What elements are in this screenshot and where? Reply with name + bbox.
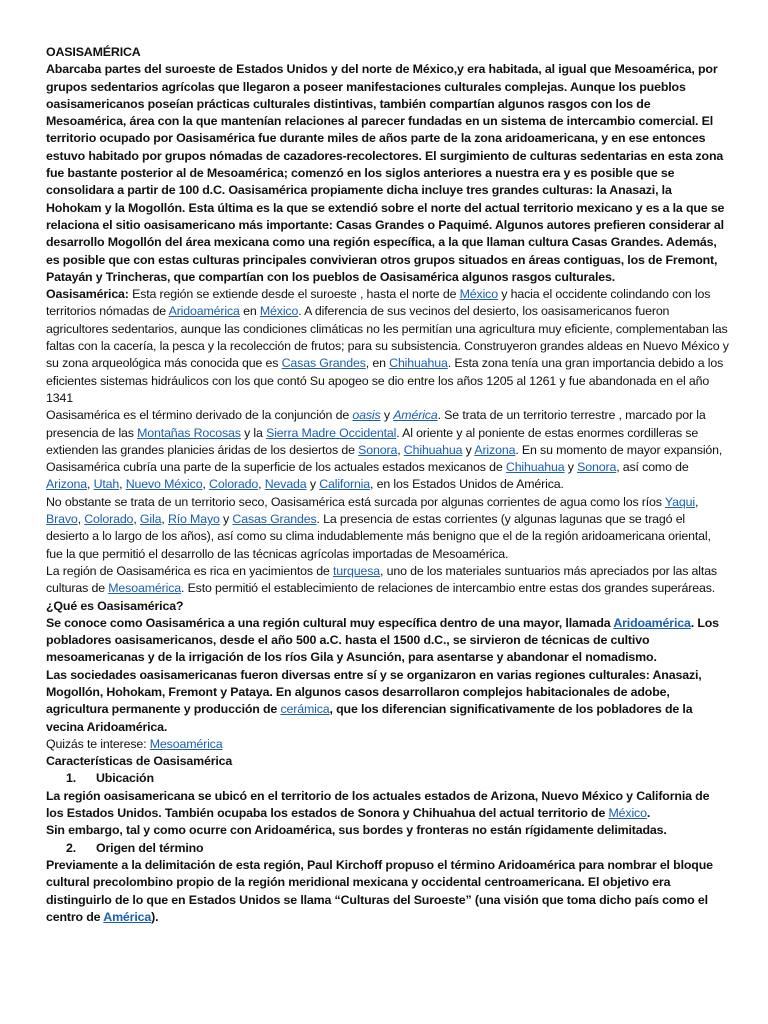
list-title: Ubicación (96, 771, 154, 786)
text: . Se trata de un territorio terrestre , marcado por la presencia de las (46, 408, 706, 440)
text: y (306, 477, 320, 492)
text: . Al oriente y al poniente de estas enormes cordilleras se extienden las grandes planicies áridas de los desiertos de (46, 425, 699, 457)
text: Esta región se extiende desde el suroeste , hasta el norte de (128, 287, 460, 302)
intro-paragraph: Abarcaba partes del suroeste de Estados Unidos y del norte de México,y era habitada, al igual que Mesoamérica, por grupos sedentarios agrícolas que llegaron a poseer manifestaciones culturales complejas. Aunque los pueblos oasisamericanos poseían prácticas culturales distintivas, también compartían algunos rasgos con los de Mesoamérica, área con la que mantenían relaciones al parecer fundadas en un sistema de intercambio comercial. El territorio ocupado por Oasisamérica fue durante miles de años parte de la zona aridoamericana, y en ese entonces estuvo habitado por grupos nómadas de cazadores-recolectores. El surgimiento de culturas sedentarias en esta zona fue bastante posterior al de Mesoamérica; comenzó en los siglos anteriores a nuestra era y es posible que se consolidara a partir de 100 d.C. Oasisamérica propiamente dicha incluye tres grandes culturas: la Anasazi, la Hohokam y la Mogollón. Esta última es la que se extendió sobre el norte del actual territorio mexicano y es a la que se relaciona el sitio oasisamericano más importante: Casas Grandes o Paquimé. Algunos autores prefieren considerar al desarrollo Mogollón del área mexicana como una región específica, a la que llaman cultura Casas Grandes. Además, es posible que con estas culturas principales convivieran otros grupos situados en áreas contiguas, los de Fremont, Patayán y Trincheras, que compartían con los pueblos de Oasisamérica algunos rasgos culturales. (46, 62, 725, 284)
document-title: OASISAMÉRICA (46, 45, 141, 59)
link-arizona[interactable]: Arizona (474, 442, 516, 457)
link-chihuahua-2[interactable]: Chihuahua (403, 442, 463, 457)
text: , (161, 512, 168, 527)
link-mesoamerica-related[interactable]: Mesoamérica (149, 736, 223, 751)
text: . La presencia de estas corrientes (y algunas lagunas que se tragó el desierto a lo largo de los años), así como su clima indudablemente más benigno que el de la región aridoamericana oriental, fue la que permitió el desarrollo de las técnicas agrícolas importadas de Mesoamérica. (46, 512, 711, 561)
text: No obstante se trata de un territorio seco, Oasisamérica está surcada por algunas corrientes de agua como los ríos (46, 494, 665, 509)
paragraph-term (46, 407, 730, 493)
link-sierra-madre[interactable]: Sierra Madre Occidental (266, 425, 397, 440)
text: , (86, 477, 94, 492)
link-mexico-2[interactable]: México (259, 304, 299, 319)
text: , (694, 494, 699, 509)
list-title: Origen del término (96, 840, 204, 855)
text: y (564, 460, 578, 475)
heading-que-es: ¿Qué es Oasisamérica? (46, 598, 184, 613)
link-colorado[interactable]: Colorado (209, 477, 259, 492)
paragraph-origen (46, 857, 730, 926)
paragraph-definition (46, 615, 730, 667)
text: , (119, 477, 126, 492)
text: ). (151, 909, 159, 924)
link-chihuahua-3[interactable]: Chihuahua (505, 460, 565, 475)
list-item-ubicacion-title (46, 770, 730, 787)
text: y hacia el occidente colindando con los territorios nómadas de (46, 287, 711, 319)
list-item-origen-title (46, 840, 730, 857)
link-montanas-rocosas[interactable]: Montañas Rocosas (137, 425, 241, 440)
text: en (239, 304, 260, 319)
list-number: 2. (66, 840, 77, 855)
link-sonora-2[interactable]: Sonora (577, 460, 617, 475)
link-turquesa[interactable]: turquesa (332, 563, 380, 578)
link-gila[interactable]: Gila (139, 512, 162, 527)
link-nuevo-mexico[interactable]: Nuevo México (125, 477, 203, 492)
text: , que los diferencian significativamente de los pobladores de la vecina Aridoamérica. (46, 702, 693, 734)
text: , (133, 512, 140, 527)
text: Se conoce como Oasisamérica a una región cultural muy específica dentro de una mayor, llamada (46, 615, 614, 630)
text: y la (240, 425, 267, 440)
text: , en los Estados Unidos de América. (370, 477, 564, 492)
heading-caracteristicas: Características de Oasisamérica (46, 754, 233, 769)
text: y (462, 442, 475, 457)
paragraph-societies (46, 667, 730, 736)
text: , en (365, 356, 390, 371)
link-aridoamerica-2[interactable]: Aridoamérica (613, 615, 691, 630)
text: Oasisamérica es el término derivado de la conjunción de (46, 408, 353, 423)
paragraph-borders: Sin embargo, tal y como ocurre con Aridoamérica, sus bordes y fronteras no están rígidamente delimitadas. (46, 823, 667, 838)
link-utah[interactable]: Utah (93, 477, 120, 492)
paragraph-ubicacion (46, 788, 730, 823)
link-sonora[interactable]: Sonora (358, 442, 398, 457)
link-mesoamerica[interactable]: Mesoamérica (108, 581, 181, 596)
text: y (219, 512, 233, 527)
link-casas-grandes-river[interactable]: Casas Grandes (232, 512, 317, 527)
link-nevada[interactable]: Nevada (264, 477, 307, 492)
text: , (397, 442, 404, 457)
related-link-row (46, 736, 730, 753)
link-bravo[interactable]: Bravo (46, 512, 78, 527)
link-america[interactable]: América (393, 408, 438, 423)
list-number: 1. (66, 771, 77, 786)
link-oasis[interactable]: oasis (352, 408, 381, 423)
paragraph-turquoise (46, 563, 730, 598)
text: Las sociedades oasisamericanas fueron diversas entre sí y se organizaron en varias regiones culturales: Anasazi, Mogollón, Hohokam, Fremont y Pataya. En algunos casos (46, 667, 702, 699)
link-chihuahua[interactable]: Chihuahua (389, 356, 448, 371)
paragraph-rivers (46, 494, 730, 563)
link-colorado-river[interactable]: Colorado (84, 512, 134, 527)
text: . Esto permitió el establecimiento de relaciones de intercambio entre estas dos grandes superáreas. (180, 581, 716, 596)
text: La región de Oasisamérica es rica en yacimientos de (46, 563, 333, 578)
text: . Esta zona tenía una gran importancia debido a los eficientes sistemas hidráulicos con los que contó Su apogeo se dio entre los años 1205 al 1261 y fue abandonada en el año 1341 (46, 356, 724, 405)
link-rio-mayo[interactable]: Río Mayo (167, 512, 220, 527)
link-mexico[interactable]: México (459, 287, 498, 302)
text: , (202, 477, 210, 492)
link-casas-grandes[interactable]: Casas Grandes (281, 356, 366, 371)
text: . (646, 806, 651, 821)
link-california[interactable]: California (319, 477, 371, 492)
text: La región oasisamericana se ubicó en el territorio de los actuales estados de Arizona, Nuevo México y California de los Estados Unidos (46, 788, 710, 821)
text: y (380, 408, 394, 423)
link-america-2[interactable]: América (103, 909, 152, 924)
text: desarrollaron complejos habitacionales de adobe, agricultura permanente y producción de (46, 684, 670, 717)
text: , (77, 512, 85, 527)
text: , (258, 477, 265, 492)
related-label: Quizás te interese: (46, 736, 150, 751)
paragraph-region (46, 286, 730, 407)
text: . En su momento de mayor expansión, Oasisamérica cubría una parte de la superficie de los actuales estados mexicanos de (46, 442, 723, 475)
text: . A diferencia de sus vecinos del desierto, los oasisamericanos fueron agricultores sedentarios, aunque las condiciones climáticas no les permitían una agricultura muy eficiente, complementaban las faltas con la cacería, la pesca y la recolección de frutos; para su subsistencia. Construyeron grandes aldeas en Nuevo México y su zona arqueológica más conocida que es (46, 304, 729, 371)
text: , uno de los materiales suntuarios más apreciados por las altas culturas de (46, 563, 717, 596)
text: , así como de (616, 460, 689, 475)
link-mexico-3[interactable]: México (608, 806, 647, 821)
link-ceramica[interactable]: cerámica (280, 702, 330, 717)
link-yaqui[interactable]: Yaqui (664, 494, 695, 509)
link-arizona-2[interactable]: Arizona (46, 477, 87, 492)
link-aridoamerica[interactable]: Aridoamérica (168, 304, 240, 319)
document-body (46, 44, 730, 926)
text: . También ocupaba los estados de Sonora y Chihuahua del actual territorio de (158, 806, 609, 821)
text: Previamente a la delimitación de esta región, Paul Kirchoff propuso el término Aridoamérica para nombrar el bloque cultural precolombino propio de la región meridional mexicana y occidental centroamericana. El objetivo era distinguirlo de lo que en Estados Unidos se llama “Culturas del Suroeste” (una visión que toma dicho país como el centro de (46, 857, 713, 924)
region-label: Oasisamérica: (46, 287, 129, 302)
text: . Los pobladores oasisamericanos, desde el año 500 a.C. hasta el 1500 d.C., se sirvieron de técnicas de cultivo mesoamericanas y de la irrigación de los ríos Gila y Asunción, para asentarse y abandonar el nomadismo. (46, 615, 719, 665)
